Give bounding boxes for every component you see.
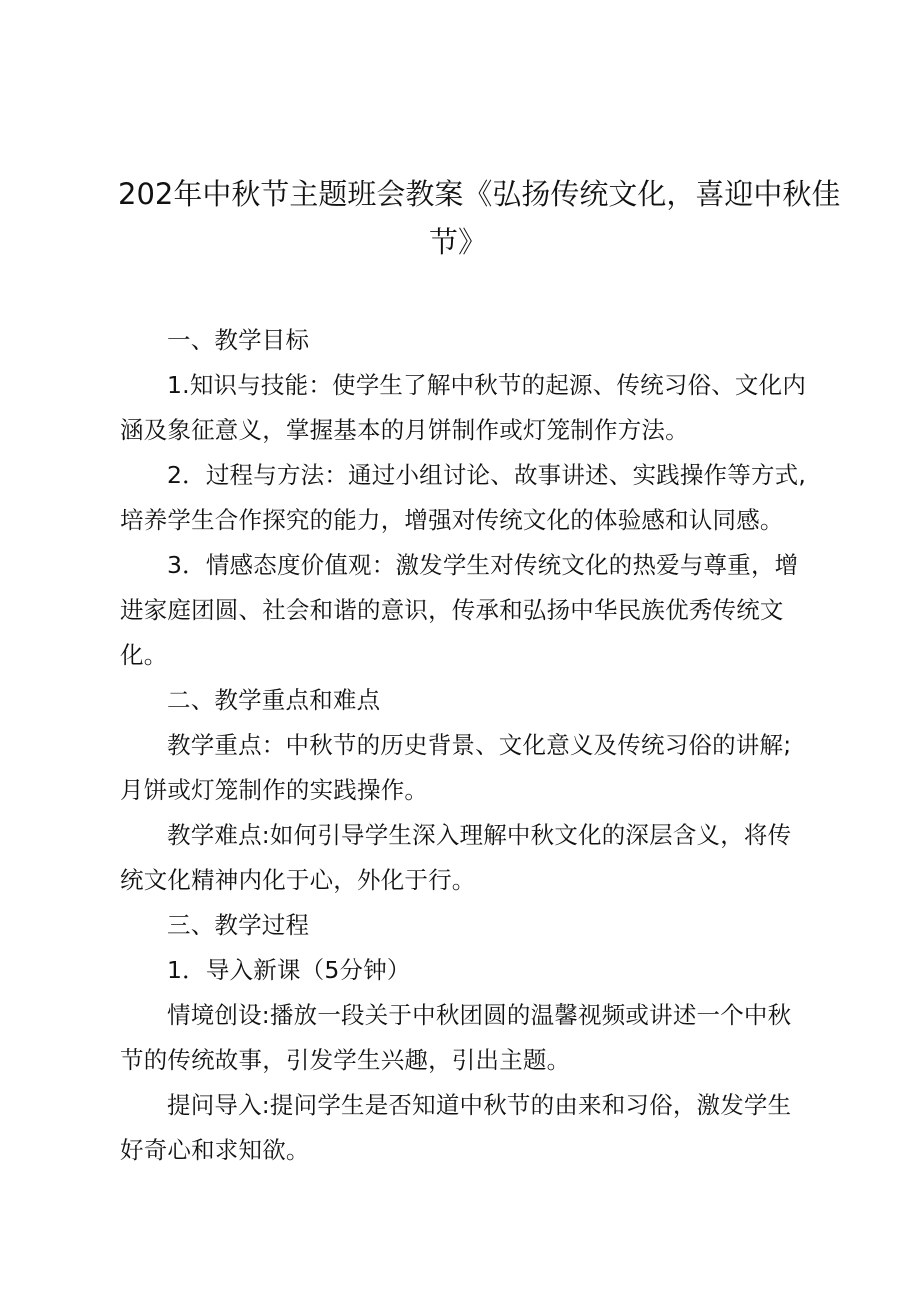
- section-heading-teaching-goals: 一、教学目标: [167, 326, 310, 354]
- document-title: [118, 170, 841, 266]
- goal-knowledge-skills: 1.知识与技能：使学生了解中秋节的起源、传统习俗、文化内涵及象征意义，掌握基本的月饼制作或灯笼制作方法。: [120, 371, 807, 444]
- scenario-creation-paragraph: 情境创设:播放一段关于中秋团圆的温馨视频或讲述一个中秋节的传统故事，引发学生兴趣，引出主题。: [120, 1001, 792, 1074]
- goal-process-methods: 2．过程与方法：通过小组讨论、故事讲述、实践操作等方式,培养学生合作探究的能力，增强对传统文化的体验感和认同感。: [120, 461, 807, 534]
- title-line-2: 节》: [428, 225, 487, 259]
- difficult-point-paragraph: 教学难点:如何引导学生深入理解中秋文化的深层含义，将传统文化精神内化于心，外化于行。: [120, 821, 792, 894]
- step-introduction-heading: 1．导入新课（5分钟）: [167, 956, 411, 984]
- goal-emotion-values: 3．情感态度价值观：激发学生对传统文化的热爱与尊重，增进家庭团圆、社会和谐的意识，传承和弘扬中华民族优秀传统文化。: [120, 551, 799, 669]
- document-body: [120, 318, 810, 1173]
- section-heading-key-points: 二、教学重点和难点: [167, 686, 381, 714]
- title-line-1: 202年中秋节主题班会教案《弘扬传统文化，喜迎中秋佳: [118, 177, 841, 211]
- key-point-paragraph: 教学重点：中秋节的历史背景、文化意义及传统习俗的讲解;月饼或灯笼制作的实践操作。: [120, 731, 792, 804]
- section-heading-teaching-process: 三、教学过程: [167, 911, 310, 939]
- question-introduction-paragraph: 提问导入:提问学生是否知道中秋节的由来和习俗，激发学生好奇心和求知欲。: [120, 1091, 792, 1164]
